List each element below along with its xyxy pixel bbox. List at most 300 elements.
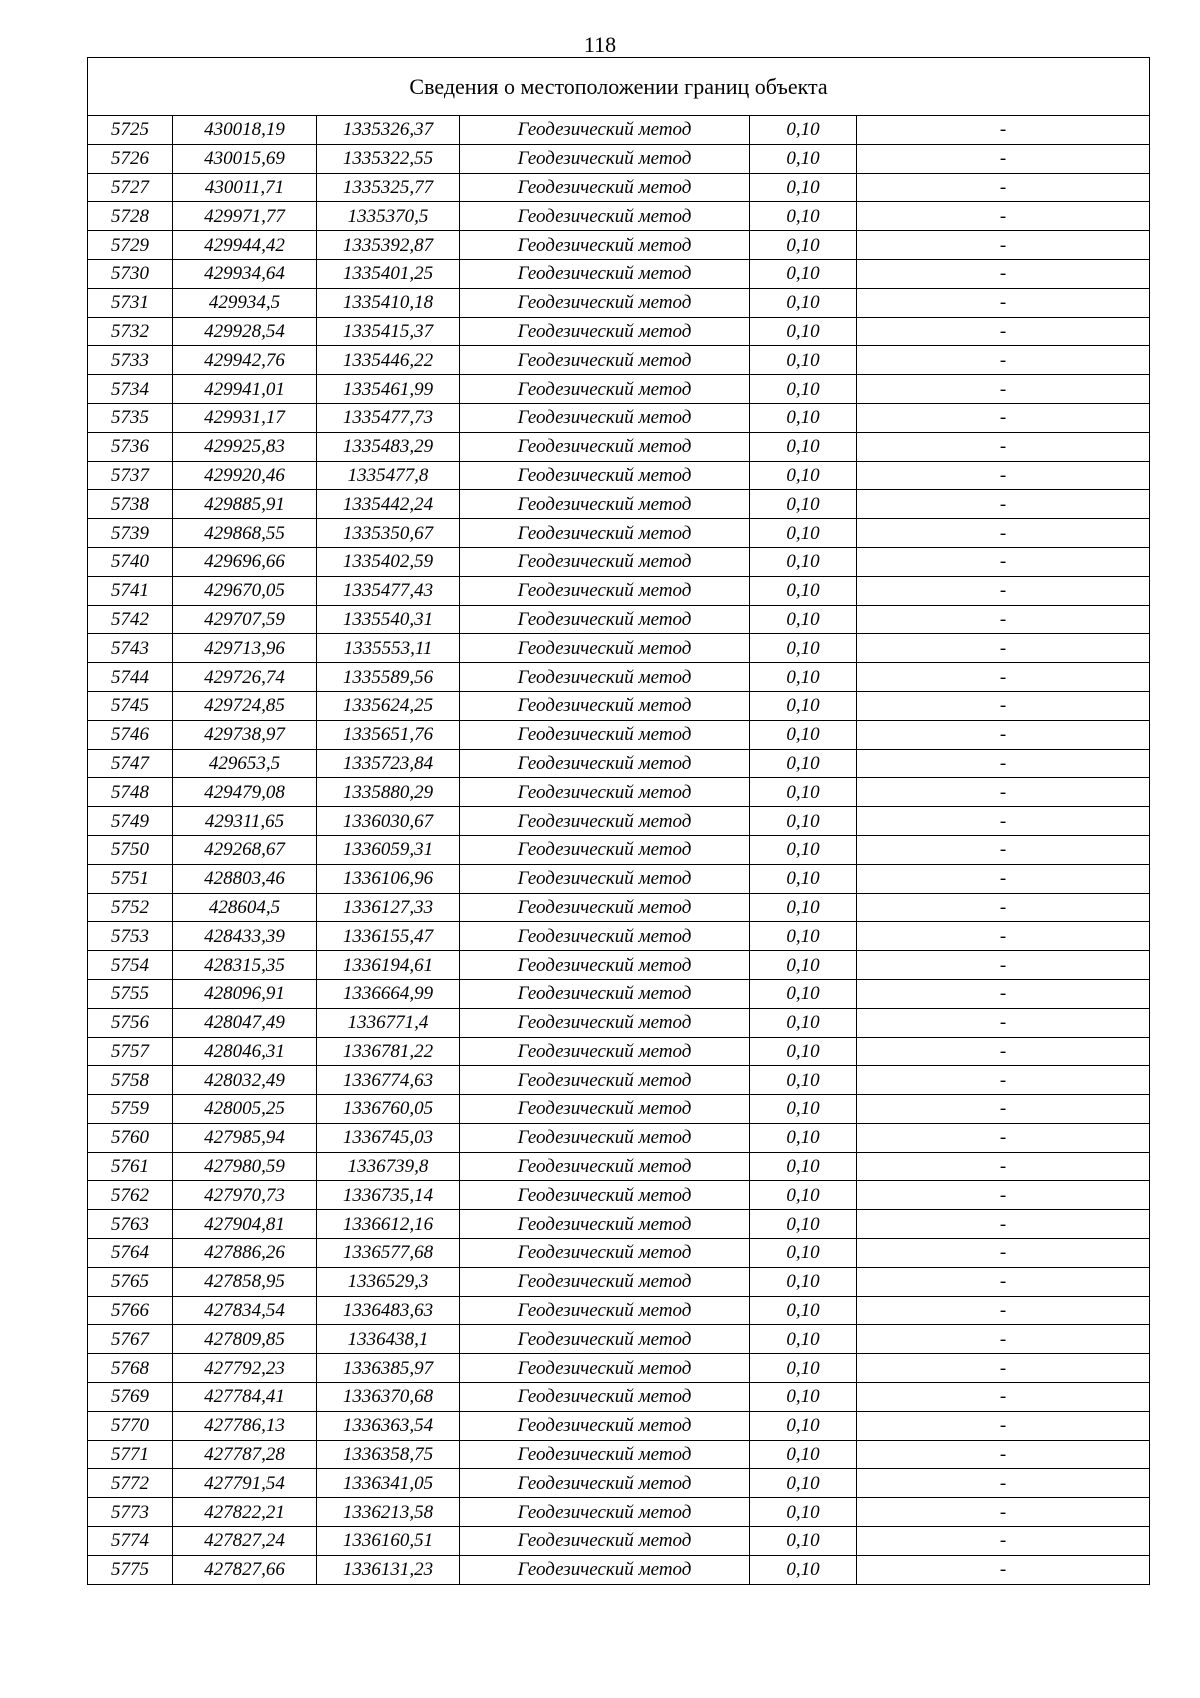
point-number-cell: 5728 — [88, 202, 173, 231]
point-number-cell: 5730 — [88, 259, 173, 288]
accuracy-cell: 0,10 — [750, 1469, 857, 1498]
description-cell: - — [857, 1181, 1150, 1210]
y-coordinate-cell: 1335553,11 — [317, 634, 460, 663]
method-cell: Геодезический метод — [460, 1296, 750, 1325]
point-number-cell: 5748 — [88, 778, 173, 807]
description-cell: - — [857, 1095, 1150, 1124]
x-coordinate-cell: 427822,21 — [173, 1498, 317, 1527]
point-number-cell: 5738 — [88, 490, 173, 519]
y-coordinate-cell: 1335401,25 — [317, 259, 460, 288]
x-coordinate-cell: 428803,46 — [173, 864, 317, 893]
x-coordinate-cell: 427787,28 — [173, 1440, 317, 1469]
table-row — [88, 835, 1150, 864]
description-cell: - — [857, 1210, 1150, 1239]
description-cell: - — [857, 317, 1150, 346]
y-coordinate-cell: 1336774,63 — [317, 1066, 460, 1095]
table-row — [88, 951, 1150, 980]
description-cell: - — [857, 864, 1150, 893]
point-number-cell: 5735 — [88, 403, 173, 432]
x-coordinate-cell: 429724,85 — [173, 691, 317, 720]
description-cell: - — [857, 1469, 1150, 1498]
description-cell: - — [857, 922, 1150, 951]
x-coordinate-cell: 427827,66 — [173, 1555, 317, 1584]
description-cell: - — [857, 663, 1150, 692]
method-cell: Геодезический метод — [460, 547, 750, 576]
table-row — [88, 1555, 1150, 1584]
x-coordinate-cell: 429941,01 — [173, 375, 317, 404]
y-coordinate-cell: 1335483,29 — [317, 432, 460, 461]
description-cell: - — [857, 1267, 1150, 1296]
table-row — [88, 778, 1150, 807]
point-number-cell: 5775 — [88, 1555, 173, 1584]
y-coordinate-cell: 1336127,33 — [317, 893, 460, 922]
description-cell: - — [857, 1123, 1150, 1152]
y-coordinate-cell: 1336030,67 — [317, 807, 460, 836]
description-cell: - — [857, 893, 1150, 922]
description-cell: - — [857, 979, 1150, 1008]
x-coordinate-cell: 427834,54 — [173, 1296, 317, 1325]
accuracy-cell: 0,10 — [750, 461, 857, 490]
point-number-cell: 5763 — [88, 1210, 173, 1239]
description-cell: - — [857, 1440, 1150, 1469]
point-number-cell: 5753 — [88, 922, 173, 951]
accuracy-cell: 0,10 — [750, 605, 857, 634]
method-cell: Геодезический метод — [460, 490, 750, 519]
accuracy-cell: 0,10 — [750, 720, 857, 749]
table-row — [88, 1469, 1150, 1498]
accuracy-cell: 0,10 — [750, 1411, 857, 1440]
accuracy-cell: 0,10 — [750, 519, 857, 548]
description-cell: - — [857, 1411, 1150, 1440]
x-coordinate-cell: 429707,59 — [173, 605, 317, 634]
table-row — [88, 1210, 1150, 1239]
accuracy-cell: 0,10 — [750, 202, 857, 231]
point-number-cell: 5741 — [88, 576, 173, 605]
x-coordinate-cell: 429696,66 — [173, 547, 317, 576]
description-cell: - — [857, 835, 1150, 864]
y-coordinate-cell: 1335540,31 — [317, 605, 460, 634]
table-row — [88, 576, 1150, 605]
accuracy-cell: 0,10 — [750, 403, 857, 432]
x-coordinate-cell: 430018,19 — [173, 116, 317, 145]
accuracy-cell: 0,10 — [750, 749, 857, 778]
method-cell: Геодезический метод — [460, 605, 750, 634]
method-cell: Геодезический метод — [460, 720, 750, 749]
accuracy-cell: 0,10 — [750, 346, 857, 375]
description-cell: - — [857, 749, 1150, 778]
table-row — [88, 1037, 1150, 1066]
point-number-cell: 5755 — [88, 979, 173, 1008]
x-coordinate-cell: 429971,77 — [173, 202, 317, 231]
table-row — [88, 922, 1150, 951]
method-cell: Геодезический метод — [460, 116, 750, 145]
table-row — [88, 893, 1150, 922]
description-cell: - — [857, 375, 1150, 404]
method-cell: Геодезический метод — [460, 1498, 750, 1527]
description-cell: - — [857, 1008, 1150, 1037]
method-cell: Геодезический метод — [460, 807, 750, 836]
x-coordinate-cell: 429653,5 — [173, 749, 317, 778]
table-row — [88, 1267, 1150, 1296]
method-cell: Геодезический метод — [460, 663, 750, 692]
table-row — [88, 1527, 1150, 1556]
accuracy-cell: 0,10 — [750, 1383, 857, 1412]
y-coordinate-cell: 1336760,05 — [317, 1095, 460, 1124]
table-row — [88, 519, 1150, 548]
accuracy-cell: 0,10 — [750, 1123, 857, 1152]
y-coordinate-cell: 1336370,68 — [317, 1383, 460, 1412]
method-cell: Геодезический метод — [460, 1181, 750, 1210]
point-number-cell: 5733 — [88, 346, 173, 375]
y-coordinate-cell: 1336735,14 — [317, 1181, 460, 1210]
table-row — [88, 1354, 1150, 1383]
point-number-cell: 5750 — [88, 835, 173, 864]
y-coordinate-cell: 1335392,87 — [317, 231, 460, 260]
y-coordinate-cell: 1335651,76 — [317, 720, 460, 749]
method-cell: Геодезический метод — [460, 1469, 750, 1498]
method-cell: Геодезический метод — [460, 1008, 750, 1037]
table-row — [88, 1411, 1150, 1440]
method-cell: Геодезический метод — [460, 864, 750, 893]
accuracy-cell: 0,10 — [750, 317, 857, 346]
y-coordinate-cell: 1336739,8 — [317, 1152, 460, 1181]
y-coordinate-cell: 1336160,51 — [317, 1527, 460, 1556]
x-coordinate-cell: 429885,91 — [173, 490, 317, 519]
table-row — [88, 749, 1150, 778]
x-coordinate-cell: 427786,13 — [173, 1411, 317, 1440]
point-number-cell: 5768 — [88, 1354, 173, 1383]
description-cell: - — [857, 691, 1150, 720]
description-cell: - — [857, 1037, 1150, 1066]
table-row — [88, 807, 1150, 836]
method-cell: Геодезический метод — [460, 259, 750, 288]
description-cell: - — [857, 231, 1150, 260]
x-coordinate-cell: 427858,95 — [173, 1267, 317, 1296]
method-cell: Геодезический метод — [460, 1354, 750, 1383]
y-coordinate-cell: 1335442,24 — [317, 490, 460, 519]
x-coordinate-cell: 427886,26 — [173, 1239, 317, 1268]
description-cell: - — [857, 490, 1150, 519]
y-coordinate-cell: 1336155,47 — [317, 922, 460, 951]
description-cell: - — [857, 1066, 1150, 1095]
table-row — [88, 1498, 1150, 1527]
table-title: Сведения о местоположении границ объекта — [88, 58, 1150, 116]
table-row — [88, 288, 1150, 317]
table-row — [88, 547, 1150, 576]
table-row — [88, 691, 1150, 720]
x-coordinate-cell: 427791,54 — [173, 1469, 317, 1498]
table-row — [88, 259, 1150, 288]
x-coordinate-cell: 429920,46 — [173, 461, 317, 490]
point-number-cell: 5739 — [88, 519, 173, 548]
accuracy-cell: 0,10 — [750, 490, 857, 519]
method-cell: Геодезический метод — [460, 1239, 750, 1268]
y-coordinate-cell: 1335880,29 — [317, 778, 460, 807]
description-cell: - — [857, 576, 1150, 605]
accuracy-cell: 0,10 — [750, 231, 857, 260]
y-coordinate-cell: 1335415,37 — [317, 317, 460, 346]
method-cell: Геодезический метод — [460, 922, 750, 951]
accuracy-cell: 0,10 — [750, 1267, 857, 1296]
accuracy-cell: 0,10 — [750, 691, 857, 720]
accuracy-cell: 0,10 — [750, 1555, 857, 1584]
table-row — [88, 317, 1150, 346]
x-coordinate-cell: 429670,05 — [173, 576, 317, 605]
point-number-cell: 5744 — [88, 663, 173, 692]
y-coordinate-cell: 1335410,18 — [317, 288, 460, 317]
method-cell: Геодезический метод — [460, 1123, 750, 1152]
boundary-coordinates-table — [87, 57, 1150, 1585]
x-coordinate-cell: 428315,35 — [173, 951, 317, 980]
x-coordinate-cell: 427809,85 — [173, 1325, 317, 1354]
y-coordinate-cell: 1335461,99 — [317, 375, 460, 404]
point-number-cell: 5737 — [88, 461, 173, 490]
x-coordinate-cell: 429928,54 — [173, 317, 317, 346]
table-row — [88, 144, 1150, 173]
accuracy-cell: 0,10 — [750, 288, 857, 317]
description-cell: - — [857, 1239, 1150, 1268]
y-coordinate-cell: 1336213,58 — [317, 1498, 460, 1527]
description-cell: - — [857, 202, 1150, 231]
description-cell: - — [857, 778, 1150, 807]
accuracy-cell: 0,10 — [750, 951, 857, 980]
description-cell: - — [857, 634, 1150, 663]
method-cell: Геодезический метод — [460, 1555, 750, 1584]
method-cell: Геодезический метод — [460, 461, 750, 490]
point-number-cell: 5773 — [88, 1498, 173, 1527]
x-coordinate-cell: 429925,83 — [173, 432, 317, 461]
y-coordinate-cell: 1336341,05 — [317, 1469, 460, 1498]
point-number-cell: 5772 — [88, 1469, 173, 1498]
point-number-cell: 5742 — [88, 605, 173, 634]
point-number-cell: 5760 — [88, 1123, 173, 1152]
point-number-cell: 5731 — [88, 288, 173, 317]
x-coordinate-cell: 427827,24 — [173, 1527, 317, 1556]
table-row — [88, 1239, 1150, 1268]
point-number-cell: 5770 — [88, 1411, 173, 1440]
method-cell: Геодезический метод — [460, 979, 750, 1008]
table-row — [88, 432, 1150, 461]
table-row — [88, 1123, 1150, 1152]
x-coordinate-cell: 429726,74 — [173, 663, 317, 692]
accuracy-cell: 0,10 — [750, 1181, 857, 1210]
description-cell: - — [857, 173, 1150, 202]
table-row — [88, 346, 1150, 375]
method-cell: Геодезический метод — [460, 691, 750, 720]
y-coordinate-cell: 1336771,4 — [317, 1008, 460, 1037]
y-coordinate-cell: 1335326,37 — [317, 116, 460, 145]
accuracy-cell: 0,10 — [750, 1095, 857, 1124]
x-coordinate-cell: 428032,49 — [173, 1066, 317, 1095]
accuracy-cell: 0,10 — [750, 864, 857, 893]
point-number-cell: 5756 — [88, 1008, 173, 1037]
y-coordinate-cell: 1336745,03 — [317, 1123, 460, 1152]
point-number-cell: 5727 — [88, 173, 173, 202]
table-row — [88, 864, 1150, 893]
point-number-cell: 5752 — [88, 893, 173, 922]
point-number-cell: 5736 — [88, 432, 173, 461]
y-coordinate-cell: 1336438,1 — [317, 1325, 460, 1354]
table-row — [88, 1296, 1150, 1325]
accuracy-cell: 0,10 — [750, 1440, 857, 1469]
point-number-cell: 5729 — [88, 231, 173, 260]
description-cell: - — [857, 605, 1150, 634]
x-coordinate-cell: 427980,59 — [173, 1152, 317, 1181]
point-number-cell: 5771 — [88, 1440, 173, 1469]
accuracy-cell: 0,10 — [750, 1008, 857, 1037]
accuracy-cell: 0,10 — [750, 1152, 857, 1181]
description-cell: - — [857, 144, 1150, 173]
method-cell: Геодезический метод — [460, 403, 750, 432]
method-cell: Геодезический метод — [460, 951, 750, 980]
method-cell: Геодезический метод — [460, 576, 750, 605]
point-number-cell: 5746 — [88, 720, 173, 749]
x-coordinate-cell: 429268,67 — [173, 835, 317, 864]
point-number-cell: 5764 — [88, 1239, 173, 1268]
x-coordinate-cell: 429479,08 — [173, 778, 317, 807]
table-row — [88, 1066, 1150, 1095]
method-cell: Геодезический метод — [460, 317, 750, 346]
accuracy-cell: 0,10 — [750, 634, 857, 663]
table-row — [88, 1325, 1150, 1354]
table-row — [88, 663, 1150, 692]
table-row — [88, 403, 1150, 432]
method-cell: Геодезический метод — [460, 144, 750, 173]
accuracy-cell: 0,10 — [750, 807, 857, 836]
method-cell: Геодезический метод — [460, 835, 750, 864]
table-row — [88, 634, 1150, 663]
table-row — [88, 116, 1150, 145]
accuracy-cell: 0,10 — [750, 375, 857, 404]
point-number-cell: 5751 — [88, 864, 173, 893]
x-coordinate-cell: 428047,49 — [173, 1008, 317, 1037]
point-number-cell: 5732 — [88, 317, 173, 346]
y-coordinate-cell: 1335402,59 — [317, 547, 460, 576]
x-coordinate-cell: 429934,64 — [173, 259, 317, 288]
y-coordinate-cell: 1335322,55 — [317, 144, 460, 173]
x-coordinate-cell: 428005,25 — [173, 1095, 317, 1124]
method-cell: Геодезический метод — [460, 432, 750, 461]
description-cell: - — [857, 116, 1150, 145]
point-number-cell: 5743 — [88, 634, 173, 663]
y-coordinate-cell: 1336577,68 — [317, 1239, 460, 1268]
accuracy-cell: 0,10 — [750, 576, 857, 605]
point-number-cell: 5740 — [88, 547, 173, 576]
x-coordinate-cell: 430015,69 — [173, 144, 317, 173]
x-coordinate-cell: 428433,39 — [173, 922, 317, 951]
method-cell: Геодезический метод — [460, 749, 750, 778]
point-number-cell: 5754 — [88, 951, 173, 980]
x-coordinate-cell: 427985,94 — [173, 1123, 317, 1152]
method-cell: Геодезический метод — [460, 1325, 750, 1354]
page-number: 118 — [583, 32, 617, 57]
y-coordinate-cell: 1336781,22 — [317, 1037, 460, 1066]
description-cell: - — [857, 547, 1150, 576]
method-cell: Геодезический метод — [460, 231, 750, 260]
description-cell: - — [857, 1325, 1150, 1354]
description-cell: - — [857, 807, 1150, 836]
table-row — [88, 202, 1150, 231]
accuracy-cell: 0,10 — [750, 144, 857, 173]
y-coordinate-cell: 1336529,3 — [317, 1267, 460, 1296]
method-cell: Геодезический метод — [460, 1440, 750, 1469]
table-row — [88, 1440, 1150, 1469]
y-coordinate-cell: 1335370,5 — [317, 202, 460, 231]
table-row — [88, 720, 1150, 749]
y-coordinate-cell: 1336664,99 — [317, 979, 460, 1008]
y-coordinate-cell: 1336612,16 — [317, 1210, 460, 1239]
y-coordinate-cell: 1335477,8 — [317, 461, 460, 490]
point-number-cell: 5767 — [88, 1325, 173, 1354]
table-row — [88, 461, 1150, 490]
point-number-cell: 5769 — [88, 1383, 173, 1412]
x-coordinate-cell: 429868,55 — [173, 519, 317, 548]
accuracy-cell: 0,10 — [750, 432, 857, 461]
table-row — [88, 1383, 1150, 1412]
accuracy-cell: 0,10 — [750, 778, 857, 807]
method-cell: Геодезический метод — [460, 1066, 750, 1095]
method-cell: Геодезический метод — [460, 1037, 750, 1066]
y-coordinate-cell: 1336059,31 — [317, 835, 460, 864]
method-cell: Геодезический метод — [460, 375, 750, 404]
y-coordinate-cell: 1335723,84 — [317, 749, 460, 778]
method-cell: Геодезический метод — [460, 778, 750, 807]
x-coordinate-cell: 427784,41 — [173, 1383, 317, 1412]
y-coordinate-cell: 1336131,23 — [317, 1555, 460, 1584]
point-number-cell: 5766 — [88, 1296, 173, 1325]
y-coordinate-cell: 1336358,75 — [317, 1440, 460, 1469]
accuracy-cell: 0,10 — [750, 979, 857, 1008]
accuracy-cell: 0,10 — [750, 1527, 857, 1556]
x-coordinate-cell: 429738,97 — [173, 720, 317, 749]
point-number-cell: 5765 — [88, 1267, 173, 1296]
x-coordinate-cell: 430011,71 — [173, 173, 317, 202]
description-cell: - — [857, 1527, 1150, 1556]
description-cell: - — [857, 346, 1150, 375]
method-cell: Геодезический метод — [460, 202, 750, 231]
table-row — [88, 979, 1150, 1008]
x-coordinate-cell: 427904,81 — [173, 1210, 317, 1239]
y-coordinate-cell: 1336363,54 — [317, 1411, 460, 1440]
table-row — [88, 173, 1150, 202]
table-row — [88, 605, 1150, 634]
point-number-cell: 5758 — [88, 1066, 173, 1095]
point-number-cell: 5757 — [88, 1037, 173, 1066]
method-cell: Геодезический метод — [460, 1210, 750, 1239]
accuracy-cell: 0,10 — [750, 835, 857, 864]
accuracy-cell: 0,10 — [750, 1066, 857, 1095]
accuracy-cell: 0,10 — [750, 1296, 857, 1325]
table-row — [88, 1008, 1150, 1037]
description-cell: - — [857, 432, 1150, 461]
method-cell: Геодезический метод — [460, 1152, 750, 1181]
table-row — [88, 375, 1150, 404]
accuracy-cell: 0,10 — [750, 547, 857, 576]
description-cell: - — [857, 461, 1150, 490]
y-coordinate-cell: 1335325,77 — [317, 173, 460, 202]
y-coordinate-cell: 1335446,22 — [317, 346, 460, 375]
point-number-cell: 5759 — [88, 1095, 173, 1124]
description-cell: - — [857, 1152, 1150, 1181]
description-cell: - — [857, 1555, 1150, 1584]
accuracy-cell: 0,10 — [750, 1498, 857, 1527]
y-coordinate-cell: 1335477,73 — [317, 403, 460, 432]
x-coordinate-cell: 429944,42 — [173, 231, 317, 260]
method-cell: Геодезический метод — [460, 1527, 750, 1556]
method-cell: Геодезический метод — [460, 346, 750, 375]
point-number-cell: 5749 — [88, 807, 173, 836]
method-cell: Геодезический метод — [460, 519, 750, 548]
